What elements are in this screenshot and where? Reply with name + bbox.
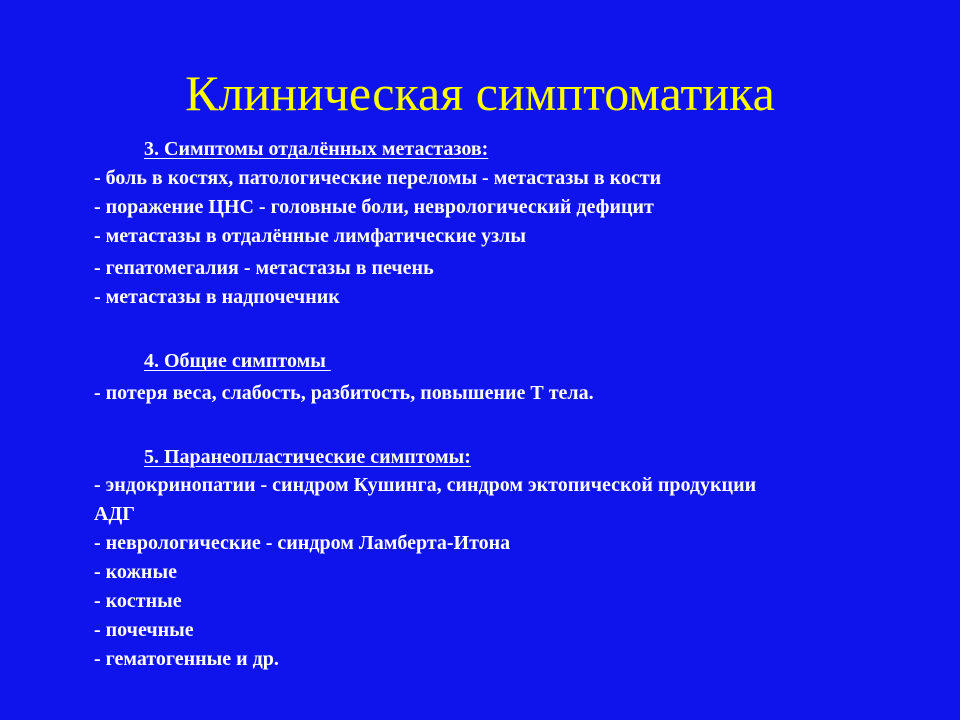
list-item: АДГ xyxy=(94,503,135,525)
list-item: - эндокринопатии - синдром Кушинга, синдром эктопической продукции xyxy=(94,474,757,496)
list-item: - боль в костях, патологические переломы - метастазы в кости xyxy=(94,167,662,189)
list-item: - потеря веса, слабость, разбитость, повышение Т тела. xyxy=(94,382,594,404)
list-item: - неврологические - синдром Ламберта-Итона xyxy=(94,532,511,554)
section-heading-general-symptoms: 4. Общие симптомы xyxy=(144,350,331,372)
list-item: - поражение ЦНС - головные боли, неврологический дефицит xyxy=(94,196,654,218)
list-item: - гематогенные и др. xyxy=(94,648,279,670)
list-item: - кожные xyxy=(94,561,177,583)
section-heading-paraneoplastic: 5. Паранеопластические симптомы: xyxy=(144,446,471,468)
list-item: - почечные xyxy=(94,619,194,641)
list-item: - гепатомегалия - метастазы в печень xyxy=(94,257,434,279)
list-item: - метастазы в надпочечник xyxy=(94,286,340,308)
list-item: - костные xyxy=(94,590,182,612)
slide-title: Клиническая симптоматика xyxy=(185,65,775,121)
section-heading-distant-metastases: 3. Симптомы отдалённых метастазов: xyxy=(144,138,489,160)
list-item: - метастазы в отдалённые лимфатические узлы xyxy=(94,225,526,247)
